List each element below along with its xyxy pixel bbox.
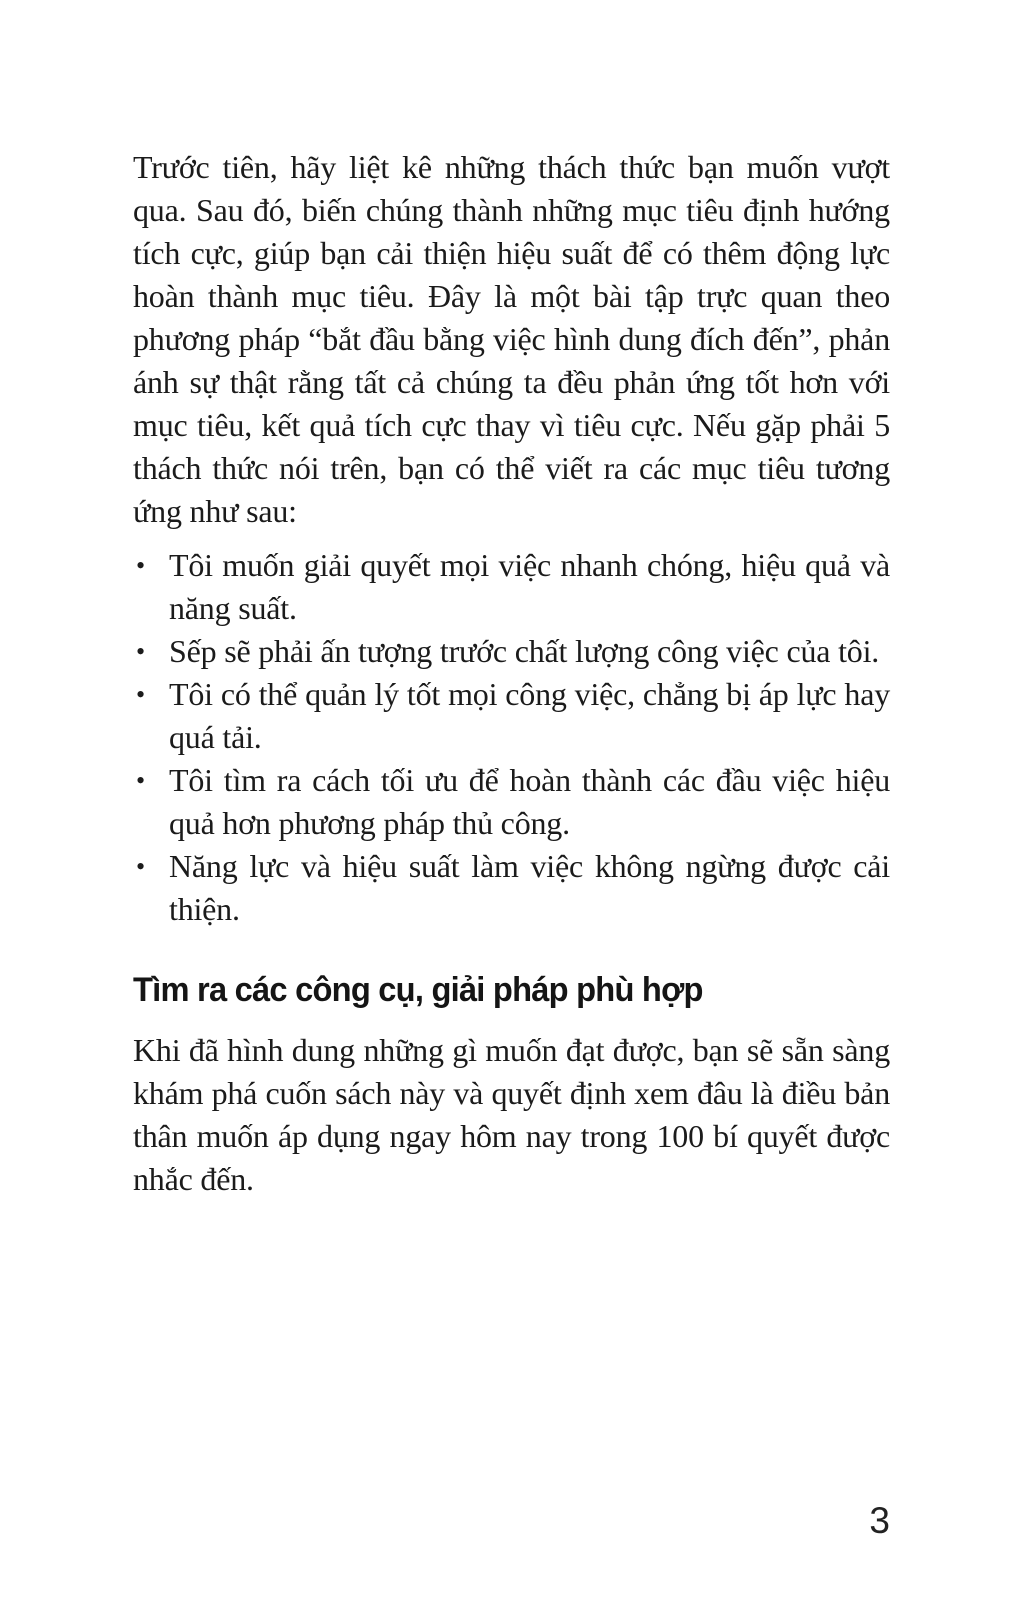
list-item (133, 630, 890, 673)
list-item-text: Tôi có thể quản lý tốt mọi công việc, chẳng bị áp lực hay quá tải. (169, 676, 890, 755)
goal-list (133, 544, 890, 931)
text-column (133, 146, 890, 1201)
bullet-icon: • (136, 852, 145, 881)
bullet-icon: • (136, 766, 145, 795)
bullet-icon: • (136, 637, 145, 666)
intro-paragraph: Trước tiên, hãy liệt kê những thách thức bạn muốn vượt qua. Sau đó, biến chúng thành những mục tiêu định hướng tích cực, giúp bạn cải thiện hiệu suất để có thêm động lực hoàn thành mục tiêu. Đây là một bài tập trực quan theo phương pháp “bắt đầu bằng việc hình dung đích đến”, phản ánh sự thật rằng tất cả chúng ta đều phản ứng tốt hơn với mục tiêu, kết quả tích cực thay vì tiêu cực. Nếu gặp phải 5 thách thức nói trên, bạn có thể viết ra các mục tiêu tương ứng như sau: (133, 149, 890, 529)
list-item-text: Tôi tìm ra cách tối ưu để hoàn thành các đầu việc hiệu quả hơn phương pháp thủ công. (169, 762, 890, 841)
bullet-icon: • (136, 680, 145, 709)
closing-paragraph: Khi đã hình dung những gì muốn đạt được, bạn sẽ sẵn sàng khám phá cuốn sách này và quyết định xem đâu là điều bản thân muốn áp dụng ngay hôm nay trong 100 bí quyết được nhắc đến. (133, 1032, 890, 1197)
list-item (133, 759, 890, 845)
list-item-text: Tôi muốn giải quyết mọi việc nhanh chóng, hiệu quả và năng suất. (169, 547, 890, 626)
list-item-text: Sếp sẽ phải ấn tượng trước chất lượng công việc của tôi. (169, 633, 880, 669)
page-number: 3 (869, 1500, 890, 1541)
list-item-text: Năng lực và hiệu suất làm việc không ngừng được cải thiện. (169, 848, 890, 927)
section-heading: Tìm ra các công cụ, giải pháp phù hợp (133, 971, 703, 1009)
list-item (133, 544, 890, 630)
list-item (133, 845, 890, 931)
list-item (133, 673, 890, 759)
bullet-icon: • (136, 551, 145, 580)
